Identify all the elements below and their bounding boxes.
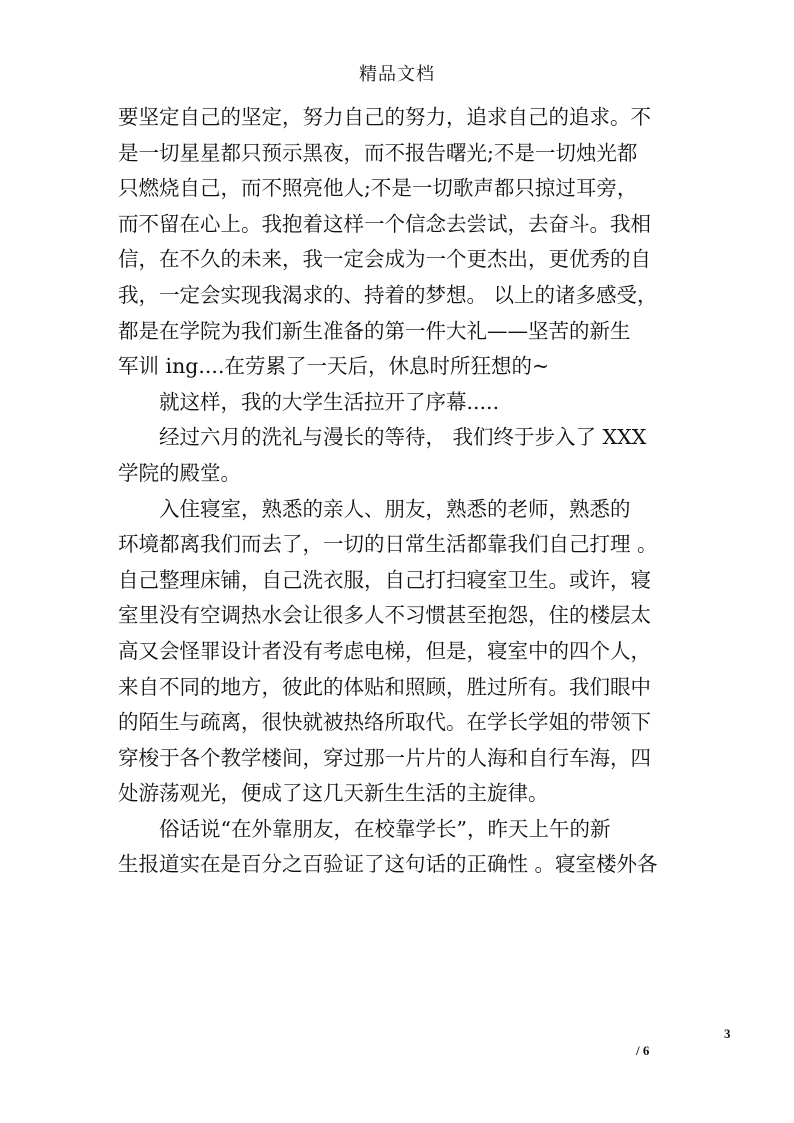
text-line: 要坚定自己的坚定，努力自己的努力，追求自己的追求。不 bbox=[118, 105, 651, 129]
text-line: 是一切星星都只预示黑夜，而不报告曙光;不是一切烛光都 bbox=[118, 140, 638, 165]
text-line: 都是在学院为我们新生准备的第一件大礼——坚苦的新生 bbox=[118, 318, 631, 343]
text-line: 俗话说“在外靠朋友，在校靠学长”，昨天上午的新 bbox=[159, 816, 611, 841]
text-line: 只燃烧自己，而不照亮他人;不是一切歌声都只掠过耳旁， bbox=[118, 176, 638, 201]
text-line: 高又会怪罪设计者没有考虑电梯，但是，寝室中的四个人， bbox=[118, 638, 651, 663]
text-line: 信，在不久的未来，我一定会成为一个更杰出，更优秀的自 bbox=[118, 247, 651, 272]
text-line: 我，一定会实现我渴求的、持着的梦想。 以上的诸多感受， bbox=[118, 282, 658, 307]
text-line: 自己整理床铺，自己洗衣服，自己打扫寝室卫生。或许，寝 bbox=[118, 567, 651, 592]
text-line: 军训 ing....在劳累了一天后，休息时所狂想的~ bbox=[118, 354, 550, 379]
text-line: 就这样，我的大学生活拉开了序幕..... bbox=[159, 389, 500, 414]
body-text bbox=[118, 100, 678, 883]
text-line: 而不留在心上。我抱着这样一个信念去尝试，去奋斗。我相 bbox=[118, 211, 651, 236]
text-line: 处游荡观光，便成了这几天新生生活的主旋律。 bbox=[118, 781, 549, 806]
text-line: 环境都离我们而去了，一切的日常生活都靠我们自己打理 。 bbox=[118, 532, 658, 557]
text-line: 室里没有空调热水会让很多人不习惯甚至抱怨，住的楼层太 bbox=[118, 603, 651, 628]
text-line: 来自不同的地方，彼此的体贴和照顾，胜过所有。我们眼中 bbox=[118, 674, 651, 699]
text-line: 的陌生与疏离，很快就被热络所取代。在学长学姐的带领下 bbox=[118, 710, 651, 735]
text-line: 入住寝室，熟悉的亲人、朋友，熟悉的老师，熟悉的 bbox=[159, 496, 631, 521]
text-line: 学院的殿堂。 bbox=[118, 460, 241, 485]
page-number: 3 bbox=[724, 1026, 731, 1041]
page-total: / 6 bbox=[636, 1043, 650, 1058]
text-line: 经过六月的洗礼与漫长的等待， 我们终于步入了 XXX bbox=[159, 425, 647, 450]
text-line: 穿梭于各个教学楼间，穿过那一片片的人海和自行车海，四 bbox=[118, 745, 651, 770]
text-line: 生报道实在是百分之百验证了这句话的正确性 。寝室楼外各 bbox=[118, 852, 658, 877]
document-header: 精品文档 bbox=[359, 64, 435, 85]
